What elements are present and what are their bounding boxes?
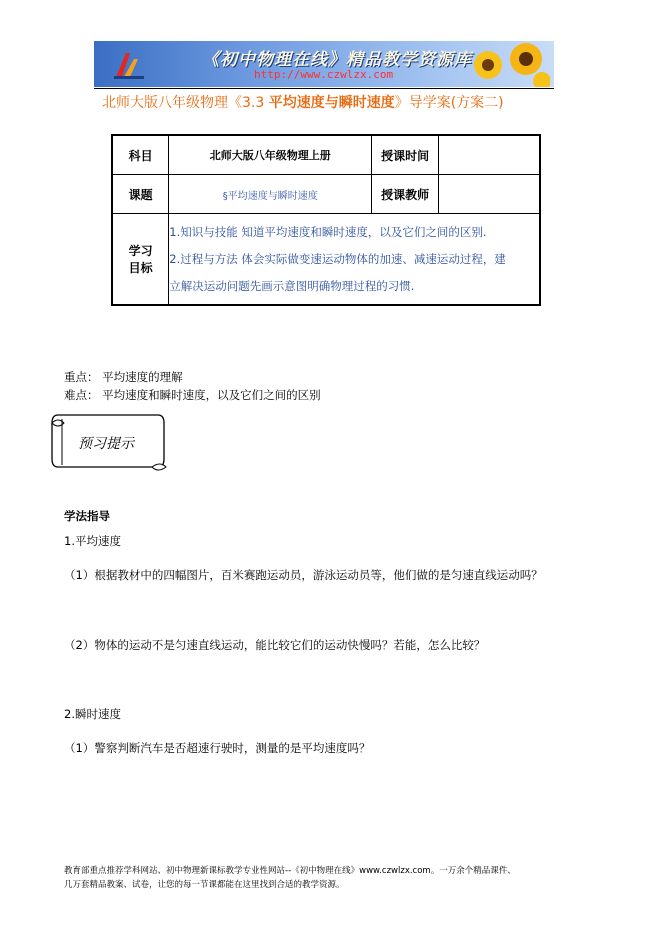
table-row <box>112 214 540 306</box>
goal-label-line-2: 目标 <box>128 261 153 275</box>
table-row <box>112 175 540 214</box>
goal-line-3: 立解决运动问题先画示意图明确物理过程的习惯. <box>169 278 415 293</box>
difficulty: 难点： 平均速度和瞬时速度，以及它们之间的区别 <box>64 388 321 402</box>
time-label: 授课时间 <box>372 135 439 175</box>
banner-url[interactable]: http://www.czwlzx.com <box>254 68 394 81</box>
method-heading: 学法指导 <box>64 509 110 523</box>
topic-label: 课题 <box>112 175 169 214</box>
subject-label: 科目 <box>112 135 169 175</box>
section-2-heading: 2.瞬时速度 <box>64 707 121 721</box>
topic-value: §平均速度与瞬时速度 <box>169 175 372 214</box>
subject-value: 北师大版八年级物理上册 <box>169 135 372 175</box>
footer-line-2: 几万套精品教案、试卷，让您的每一节课都能在这里找到合适的教学资源。 <box>64 880 345 890</box>
footer-line-1: 教育部重点推荐学科网站、初中物理新课标教学专业性网站--《初中物理在线》www.czwlzx.com。一万余个精品课件、 <box>64 866 516 876</box>
question-3: （1）警察判断汽车是否超速行驶时，测量的是平均速度吗？ <box>64 741 371 755</box>
page-footer <box>64 864 516 892</box>
goal-line-2: 2.过程与方法 体会实际做变速运动物体的加速、减速运动过程，建 <box>169 251 506 266</box>
document-title <box>102 92 552 112</box>
goal-content <box>169 214 540 306</box>
table-row <box>112 135 540 175</box>
header-rule <box>94 88 554 89</box>
goal-label-line-1: 学习 <box>128 244 153 258</box>
goal-line-1: 1.知识与技能 知道平均速度和瞬时速度，以及它们之间的区别. <box>169 224 487 239</box>
time-value[interactable] <box>438 135 540 175</box>
logo-icon <box>112 49 146 81</box>
lesson-info-table <box>111 134 541 306</box>
key-point: 重点： 平均速度的理解 <box>64 370 183 384</box>
title-emphasis: 平均速度与瞬时速度 <box>268 95 395 111</box>
teacher-label: 授课教师 <box>372 175 439 214</box>
question-1: （1）根据教材中的四幅图片，百米赛跑运动员，游泳运动员等，他们做的是匀速直线运动吗？ <box>64 568 543 582</box>
banner-title: 《初中物理在线》精品教学资源库 <box>202 50 472 70</box>
goal-label <box>112 214 169 306</box>
question-2: （2）物体的运动不是匀速直线运动，能比较它们的运动快慢吗？若能，怎么比较？ <box>64 638 486 652</box>
sunflower-icon <box>460 41 550 87</box>
section-1-heading: 1.平均速度 <box>64 534 121 548</box>
title-suffix: 》导学案(方案二) <box>394 95 504 111</box>
header-banner <box>94 41 554 87</box>
preview-label: 预习提示 <box>78 436 134 452</box>
teacher-value[interactable] <box>438 175 540 214</box>
title-prefix: 北师大版八年级物理《3.3 <box>102 95 269 111</box>
